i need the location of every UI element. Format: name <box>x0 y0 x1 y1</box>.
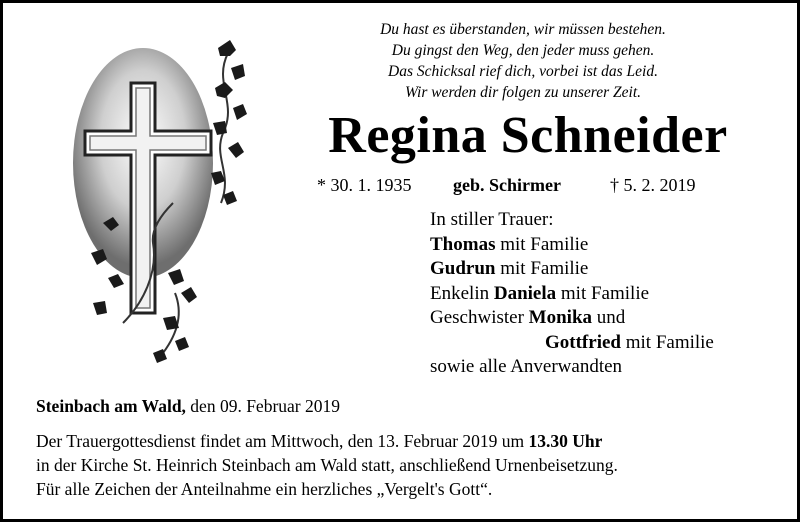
mourner-suffix: und <box>592 307 626 328</box>
mourner-name: Daniela <box>493 282 557 304</box>
maiden-name: geb. Schirmer <box>453 175 561 195</box>
place-date-line <box>36 396 340 417</box>
service-line: in der Kirche St. Heinrich Steinbach am Wald statt, anschließend Urnenbeisetzung. <box>36 455 618 475</box>
service-time: 13.30 Uhr <box>528 431 603 451</box>
service-info <box>36 429 618 501</box>
service-text: Der Trauergottesdienst findet am Mittwoch, den 13. Februar 2019 um <box>36 431 529 451</box>
mourner-prefix: Geschwister <box>430 307 529 328</box>
mourner-suffix: mit Familie <box>556 282 650 304</box>
mourners-closing: sowie alle Anverwandten <box>430 356 623 377</box>
mourner-line <box>430 282 714 307</box>
mourner-line <box>430 233 714 258</box>
mourner-name: Gudrun <box>430 258 496 279</box>
place: Steinbach am Wald, <box>36 396 186 416</box>
mourner-suffix: mit Familie <box>495 258 589 279</box>
thanks-line: Für alle Zeichen der Anteilnahme ein herzliches „Vergelt's Gott“. <box>36 479 493 499</box>
service-line <box>36 429 618 453</box>
poem-line: Das Schicksal rief dich, vorbei ist das Leid. <box>388 63 658 80</box>
birth-date: * 30. 1. 1935 <box>317 175 412 195</box>
mourner-name: Monika <box>528 307 593 328</box>
poem-line: Wir werden dir folgen zu unserer Zeit. <box>404 84 642 101</box>
mourner-line <box>430 257 714 282</box>
death-date: † 5. 2. 2019 <box>610 175 696 195</box>
poem-line: Du hast es überstanden, wir müssen bestehen. <box>380 21 666 38</box>
poem-line: Du gingst den Weg, den jeder muss gehen. <box>391 42 655 59</box>
mourner-suffix: mit Familie <box>495 233 589 255</box>
mourner-name: Thomas <box>430 233 496 255</box>
date: den 09. Februar 2019 <box>185 396 340 416</box>
mourner-line <box>430 331 714 356</box>
mourner-prefix: Enkelin <box>430 282 494 304</box>
mourners-intro: In stiller Trauer: <box>430 209 554 230</box>
poem <box>303 19 743 103</box>
deceased-name: Regina Schneider <box>328 107 728 164</box>
mourner-suffix: mit Familie <box>620 331 714 353</box>
mourner-name: Gottfried <box>545 331 621 353</box>
mourner-line <box>430 306 714 331</box>
mourners-list <box>430 208 714 380</box>
cross-with-ivy-icon <box>63 23 303 373</box>
